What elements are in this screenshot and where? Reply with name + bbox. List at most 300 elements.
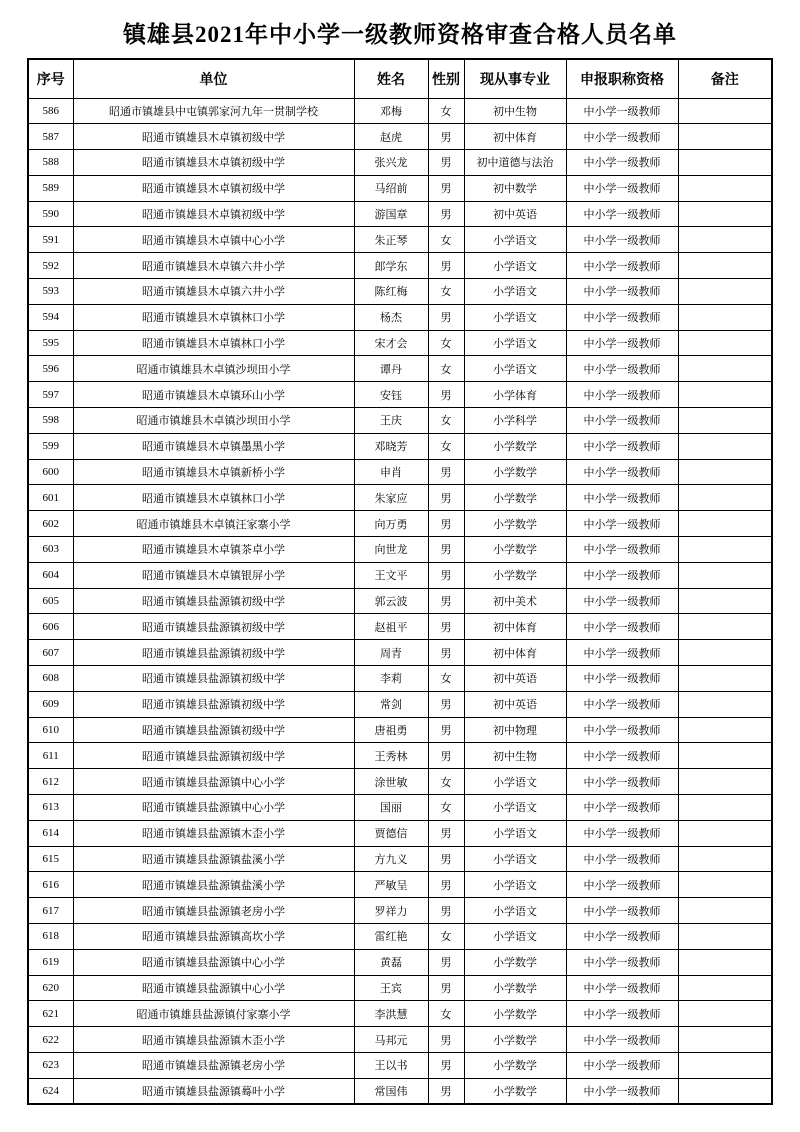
remark-cell — [678, 485, 772, 511]
gender-cell: 男 — [428, 304, 464, 330]
unit-cell: 昭通市镇雄县盐源镇初级中学 — [73, 666, 354, 692]
name-cell: 唐祖勇 — [354, 717, 428, 743]
remark-cell — [678, 150, 772, 176]
table-row — [28, 949, 772, 975]
table-row — [28, 150, 772, 176]
unit-cell: 昭通市镇雄县木卓镇林口小学 — [73, 330, 354, 356]
subject-cell: 初中数学 — [464, 175, 566, 201]
roster-table — [27, 58, 773, 1105]
name-cell: 国丽 — [354, 795, 428, 821]
title-cell: 中小学一级教师 — [566, 717, 678, 743]
unit-cell: 昭通市镇雄县盐源镇中心小学 — [73, 795, 354, 821]
table-row — [28, 201, 772, 227]
table-row — [28, 1078, 772, 1104]
seq-cell: 622 — [28, 1027, 73, 1053]
table-row — [28, 485, 772, 511]
table-row — [28, 175, 772, 201]
subject-cell: 初中生物 — [464, 743, 566, 769]
remark-cell — [678, 175, 772, 201]
name-cell: 邓梅 — [354, 98, 428, 124]
unit-cell: 昭通市镇雄县木卓镇初级中学 — [73, 201, 354, 227]
subject-cell: 初中英语 — [464, 201, 566, 227]
remark-cell — [678, 898, 772, 924]
subject-cell: 小学数学 — [464, 1052, 566, 1078]
name-cell: 宋才会 — [354, 330, 428, 356]
remark-cell — [678, 330, 772, 356]
unit-cell: 昭通市镇雄县盐源镇初级中学 — [73, 743, 354, 769]
table-row — [28, 975, 772, 1001]
seq-cell: 600 — [28, 459, 73, 485]
unit-cell: 昭通市镇雄县盐源镇木歪小学 — [73, 1027, 354, 1053]
unit-cell: 昭通市镇雄县木卓镇茶卓小学 — [73, 537, 354, 563]
remark-cell — [678, 872, 772, 898]
table-row — [28, 666, 772, 692]
title-cell: 中小学一级教师 — [566, 640, 678, 666]
title-cell: 中小学一级教师 — [566, 304, 678, 330]
remark-cell — [678, 1078, 772, 1104]
remark-cell — [678, 588, 772, 614]
remark-cell — [678, 408, 772, 434]
gender-cell: 男 — [428, 511, 464, 537]
table-row — [28, 330, 772, 356]
title-cell: 中小学一级教师 — [566, 820, 678, 846]
unit-cell: 昭通市镇雄县盐源镇木歪小学 — [73, 820, 354, 846]
subject-cell: 初中美术 — [464, 588, 566, 614]
gender-cell: 男 — [428, 717, 464, 743]
remark-cell — [678, 459, 772, 485]
seq-cell: 587 — [28, 124, 73, 150]
gender-cell: 男 — [428, 846, 464, 872]
name-cell: 王文平 — [354, 562, 428, 588]
subject-cell: 初中道德与法治 — [464, 150, 566, 176]
seq-cell: 596 — [28, 356, 73, 382]
unit-cell: 昭通市镇雄县木卓镇初级中学 — [73, 175, 354, 201]
title-cell: 中小学一级教师 — [566, 279, 678, 305]
remark-cell — [678, 820, 772, 846]
table-row — [28, 433, 772, 459]
title-cell: 中小学一级教师 — [566, 769, 678, 795]
seq-cell: 613 — [28, 795, 73, 821]
gender-cell: 男 — [428, 201, 464, 227]
unit-cell: 昭通市镇雄县木卓镇六井小学 — [73, 279, 354, 305]
gender-cell: 男 — [428, 537, 464, 563]
subject-cell: 小学体育 — [464, 382, 566, 408]
name-cell: 王秀林 — [354, 743, 428, 769]
unit-cell: 昭通市镇雄县木卓镇环山小学 — [73, 382, 354, 408]
remark-cell — [678, 975, 772, 1001]
unit-cell: 昭通市镇雄县木卓镇沙坝田小学 — [73, 408, 354, 434]
gender-cell: 男 — [428, 124, 464, 150]
title-cell: 中小学一级教师 — [566, 485, 678, 511]
unit-cell: 昭通市镇雄县木卓镇林口小学 — [73, 304, 354, 330]
remark-cell — [678, 846, 772, 872]
name-cell: 向万勇 — [354, 511, 428, 537]
table-row — [28, 1027, 772, 1053]
gender-cell: 女 — [428, 98, 464, 124]
seq-cell: 592 — [28, 253, 73, 279]
table-row — [28, 98, 772, 124]
table-row — [28, 1001, 772, 1027]
unit-cell: 昭通市镇雄县木卓镇沙坝田小学 — [73, 356, 354, 382]
gender-cell: 男 — [428, 588, 464, 614]
gender-cell: 男 — [428, 820, 464, 846]
title-cell: 中小学一级教师 — [566, 433, 678, 459]
title-cell: 中小学一级教师 — [566, 898, 678, 924]
title-cell: 中小学一级教师 — [566, 562, 678, 588]
table-body — [28, 98, 772, 1104]
name-cell: 王庆 — [354, 408, 428, 434]
subject-cell: 小学语文 — [464, 795, 566, 821]
gender-cell: 女 — [428, 433, 464, 459]
remark-cell — [678, 717, 772, 743]
gender-cell: 男 — [428, 743, 464, 769]
table-header — [28, 59, 772, 98]
subject-cell: 小学数学 — [464, 433, 566, 459]
seq-cell: 612 — [28, 769, 73, 795]
column-header-title: 申报职称资格 — [566, 59, 678, 98]
table-row — [28, 872, 772, 898]
unit-cell: 昭通市镇雄县盐源镇初级中学 — [73, 640, 354, 666]
unit-cell: 昭通市镇雄县木卓镇林口小学 — [73, 485, 354, 511]
name-cell: 常剑 — [354, 691, 428, 717]
gender-cell: 男 — [428, 459, 464, 485]
remark-cell — [678, 614, 772, 640]
table-row — [28, 382, 772, 408]
remark-cell — [678, 795, 772, 821]
title-cell: 中小学一级教师 — [566, 98, 678, 124]
name-cell: 李莉 — [354, 666, 428, 692]
name-cell: 马邦元 — [354, 1027, 428, 1053]
gender-cell: 男 — [428, 949, 464, 975]
remark-cell — [678, 98, 772, 124]
title-cell: 中小学一级教师 — [566, 330, 678, 356]
unit-cell: 昭通市镇雄县盐源镇中心小学 — [73, 769, 354, 795]
title-cell: 中小学一级教师 — [566, 743, 678, 769]
unit-cell: 昭通市镇雄县盐源镇老房小学 — [73, 898, 354, 924]
table-row — [28, 614, 772, 640]
gender-cell: 女 — [428, 356, 464, 382]
gender-cell: 男 — [428, 253, 464, 279]
remark-cell — [678, 924, 772, 950]
unit-cell: 昭通市镇雄县盐源镇初级中学 — [73, 717, 354, 743]
subject-cell: 小学语文 — [464, 304, 566, 330]
name-cell: 王宾 — [354, 975, 428, 1001]
subject-cell: 小学数学 — [464, 975, 566, 1001]
gender-cell: 女 — [428, 227, 464, 253]
name-cell: 王以书 — [354, 1052, 428, 1078]
name-cell: 赵祖平 — [354, 614, 428, 640]
unit-cell: 昭通市镇雄县盐源镇老房小学 — [73, 1052, 354, 1078]
seq-cell: 620 — [28, 975, 73, 1001]
subject-cell: 初中生物 — [464, 98, 566, 124]
header-row — [28, 59, 772, 98]
table-row — [28, 795, 772, 821]
title-cell: 中小学一级教师 — [566, 227, 678, 253]
seq-cell: 597 — [28, 382, 73, 408]
table-row — [28, 588, 772, 614]
seq-cell: 609 — [28, 691, 73, 717]
table-row — [28, 537, 772, 563]
table-row — [28, 124, 772, 150]
seq-cell: 595 — [28, 330, 73, 356]
subject-cell: 小学语文 — [464, 279, 566, 305]
remark-cell — [678, 949, 772, 975]
subject-cell: 小学语文 — [464, 769, 566, 795]
title-cell: 中小学一级教师 — [566, 666, 678, 692]
table-row — [28, 356, 772, 382]
title-cell: 中小学一级教师 — [566, 175, 678, 201]
unit-cell: 昭通市镇雄县盐源镇盐溪小学 — [73, 872, 354, 898]
subject-cell: 小学科学 — [464, 408, 566, 434]
unit-cell: 昭通市镇雄县木卓镇汪家寨小学 — [73, 511, 354, 537]
unit-cell: 昭通市镇雄县盐源镇中心小学 — [73, 949, 354, 975]
unit-cell: 昭通市镇雄县盐源镇中心小学 — [73, 975, 354, 1001]
unit-cell: 昭通市镇雄县木卓镇新桥小学 — [73, 459, 354, 485]
remark-cell — [678, 433, 772, 459]
title-cell: 中小学一级教师 — [566, 691, 678, 717]
name-cell: 向世龙 — [354, 537, 428, 563]
subject-cell: 初中英语 — [464, 666, 566, 692]
name-cell: 贾德信 — [354, 820, 428, 846]
seq-cell: 624 — [28, 1078, 73, 1104]
table-row — [28, 253, 772, 279]
table-row — [28, 743, 772, 769]
seq-cell: 594 — [28, 304, 73, 330]
seq-cell: 588 — [28, 150, 73, 176]
seq-cell: 608 — [28, 666, 73, 692]
table-row — [28, 227, 772, 253]
title-cell: 中小学一级教师 — [566, 1052, 678, 1078]
table-row — [28, 640, 772, 666]
remark-cell — [678, 124, 772, 150]
table-row — [28, 562, 772, 588]
title-cell: 中小学一级教师 — [566, 872, 678, 898]
remark-cell — [678, 356, 772, 382]
subject-cell: 小学数学 — [464, 511, 566, 537]
name-cell: 邓晓芳 — [354, 433, 428, 459]
title-cell: 中小学一级教师 — [566, 1001, 678, 1027]
gender-cell: 男 — [428, 614, 464, 640]
table-row — [28, 459, 772, 485]
name-cell: 方九义 — [354, 846, 428, 872]
title-cell: 中小学一级教师 — [566, 459, 678, 485]
seq-cell: 611 — [28, 743, 73, 769]
gender-cell: 女 — [428, 330, 464, 356]
subject-cell: 初中体育 — [464, 614, 566, 640]
unit-cell: 昭通市镇雄县木卓镇银屏小学 — [73, 562, 354, 588]
seq-cell: 591 — [28, 227, 73, 253]
remark-cell — [678, 691, 772, 717]
gender-cell: 男 — [428, 640, 464, 666]
seq-cell: 599 — [28, 433, 73, 459]
gender-cell: 男 — [428, 691, 464, 717]
remark-cell — [678, 279, 772, 305]
title-cell: 中小学一级教师 — [566, 614, 678, 640]
gender-cell: 女 — [428, 795, 464, 821]
seq-cell: 593 — [28, 279, 73, 305]
name-cell: 涂世敏 — [354, 769, 428, 795]
table-row — [28, 769, 772, 795]
subject-cell: 小学语文 — [464, 330, 566, 356]
table-row — [28, 846, 772, 872]
name-cell: 黄磊 — [354, 949, 428, 975]
seq-cell: 590 — [28, 201, 73, 227]
unit-cell: 昭通市镇雄县盐源镇初级中学 — [73, 691, 354, 717]
unit-cell: 昭通市镇雄县盐源镇初级中学 — [73, 588, 354, 614]
title-cell: 中小学一级教师 — [566, 537, 678, 563]
remark-cell — [678, 304, 772, 330]
seq-cell: 607 — [28, 640, 73, 666]
name-cell: 赵虎 — [354, 124, 428, 150]
subject-cell: 小学语文 — [464, 924, 566, 950]
subject-cell: 小学语文 — [464, 820, 566, 846]
table-row — [28, 898, 772, 924]
gender-cell: 男 — [428, 562, 464, 588]
gender-cell: 女 — [428, 666, 464, 692]
gender-cell: 男 — [428, 382, 464, 408]
table-row — [28, 1052, 772, 1078]
table-row — [28, 717, 772, 743]
column-header-gender: 性别 — [428, 59, 464, 98]
remark-cell — [678, 1027, 772, 1053]
subject-cell: 小学数学 — [464, 1001, 566, 1027]
remark-cell — [678, 253, 772, 279]
subject-cell: 小学语文 — [464, 846, 566, 872]
gender-cell: 男 — [428, 1027, 464, 1053]
table-row — [28, 408, 772, 434]
title-cell: 中小学一级教师 — [566, 124, 678, 150]
seq-cell: 618 — [28, 924, 73, 950]
name-cell: 罗祥力 — [354, 898, 428, 924]
title-cell: 中小学一级教师 — [566, 356, 678, 382]
remark-cell — [678, 1052, 772, 1078]
gender-cell: 男 — [428, 898, 464, 924]
seq-cell: 617 — [28, 898, 73, 924]
subject-cell: 小学数学 — [464, 562, 566, 588]
table-row — [28, 924, 772, 950]
column-header-name: 姓名 — [354, 59, 428, 98]
gender-cell: 女 — [428, 279, 464, 305]
title-cell: 中小学一级教师 — [566, 150, 678, 176]
title-cell: 中小学一级教师 — [566, 382, 678, 408]
name-cell: 张兴龙 — [354, 150, 428, 176]
gender-cell: 女 — [428, 1001, 464, 1027]
seq-cell: 603 — [28, 537, 73, 563]
name-cell: 安钰 — [354, 382, 428, 408]
remark-cell — [678, 743, 772, 769]
name-cell: 朱家应 — [354, 485, 428, 511]
subject-cell: 小学数学 — [464, 1078, 566, 1104]
subject-cell: 小学语文 — [464, 227, 566, 253]
page-title: 镇雄县2021年中小学一级教师资格审查合格人员名单 — [123, 22, 677, 47]
title-cell: 中小学一级教师 — [566, 795, 678, 821]
title-cell: 中小学一级教师 — [566, 511, 678, 537]
subject-cell: 初中体育 — [464, 640, 566, 666]
unit-cell: 昭通市镇雄县盐源镇蓦叶小学 — [73, 1078, 354, 1104]
title-cell: 中小学一级教师 — [566, 201, 678, 227]
seq-cell: 602 — [28, 511, 73, 537]
column-header-unit: 单位 — [73, 59, 354, 98]
name-cell: 马绍前 — [354, 175, 428, 201]
subject-cell: 初中英语 — [464, 691, 566, 717]
unit-cell: 昭通市镇雄县木卓镇六井小学 — [73, 253, 354, 279]
remark-cell — [678, 769, 772, 795]
table-row — [28, 279, 772, 305]
unit-cell: 昭通市镇雄县木卓镇中心小学 — [73, 227, 354, 253]
subject-cell: 小学数学 — [464, 459, 566, 485]
gender-cell: 男 — [428, 872, 464, 898]
subject-cell: 小学数学 — [464, 537, 566, 563]
remark-cell — [678, 537, 772, 563]
remark-cell — [678, 666, 772, 692]
remark-cell — [678, 640, 772, 666]
table-row — [28, 511, 772, 537]
table-row — [28, 304, 772, 330]
title-cell: 中小学一级教师 — [566, 975, 678, 1001]
remark-cell — [678, 1001, 772, 1027]
unit-cell: 昭通市镇雄县盐源镇高坎小学 — [73, 924, 354, 950]
seq-cell: 605 — [28, 588, 73, 614]
gender-cell: 男 — [428, 1078, 464, 1104]
name-cell: 陈红梅 — [354, 279, 428, 305]
name-cell: 朱正琴 — [354, 227, 428, 253]
seq-cell: 601 — [28, 485, 73, 511]
column-header-remark: 备注 — [678, 59, 772, 98]
name-cell: 雷红艳 — [354, 924, 428, 950]
table-row — [28, 691, 772, 717]
unit-cell: 昭通市镇雄县木卓镇墨黑小学 — [73, 433, 354, 459]
title-cell: 中小学一级教师 — [566, 1078, 678, 1104]
title-cell: 中小学一级教师 — [566, 924, 678, 950]
gender-cell: 女 — [428, 924, 464, 950]
seq-cell: 623 — [28, 1052, 73, 1078]
seq-cell: 614 — [28, 820, 73, 846]
name-cell: 游国章 — [354, 201, 428, 227]
seq-cell: 586 — [28, 98, 73, 124]
name-cell: 李洪慧 — [354, 1001, 428, 1027]
seq-cell: 615 — [28, 846, 73, 872]
seq-cell: 610 — [28, 717, 73, 743]
seq-cell: 589 — [28, 175, 73, 201]
unit-cell: 昭通市镇雄县盐源镇付家寨小学 — [73, 1001, 354, 1027]
name-cell: 郎学东 — [354, 253, 428, 279]
unit-cell: 昭通市镇雄县木卓镇初级中学 — [73, 150, 354, 176]
seq-cell: 606 — [28, 614, 73, 640]
seq-cell: 619 — [28, 949, 73, 975]
unit-cell: 昭通市镇雄县中屯镇郭家河九年一贯制学校 — [73, 98, 354, 124]
remark-cell — [678, 511, 772, 537]
remark-cell — [678, 227, 772, 253]
title-cell: 中小学一级教师 — [566, 253, 678, 279]
subject-cell: 初中物理 — [464, 717, 566, 743]
gender-cell: 男 — [428, 1052, 464, 1078]
seq-cell: 604 — [28, 562, 73, 588]
subject-cell: 小学语文 — [464, 253, 566, 279]
name-cell: 严敏呈 — [354, 872, 428, 898]
table-row — [28, 820, 772, 846]
gender-cell: 女 — [428, 408, 464, 434]
subject-cell: 小学数学 — [464, 949, 566, 975]
unit-cell: 昭通市镇雄县盐源镇初级中学 — [73, 614, 354, 640]
gender-cell: 女 — [428, 769, 464, 795]
title-cell: 中小学一级教师 — [566, 408, 678, 434]
seq-cell: 616 — [28, 872, 73, 898]
title-cell: 中小学一级教师 — [566, 846, 678, 872]
subject-cell: 小学数学 — [464, 485, 566, 511]
gender-cell: 男 — [428, 175, 464, 201]
name-cell: 谭丹 — [354, 356, 428, 382]
name-cell: 周青 — [354, 640, 428, 666]
